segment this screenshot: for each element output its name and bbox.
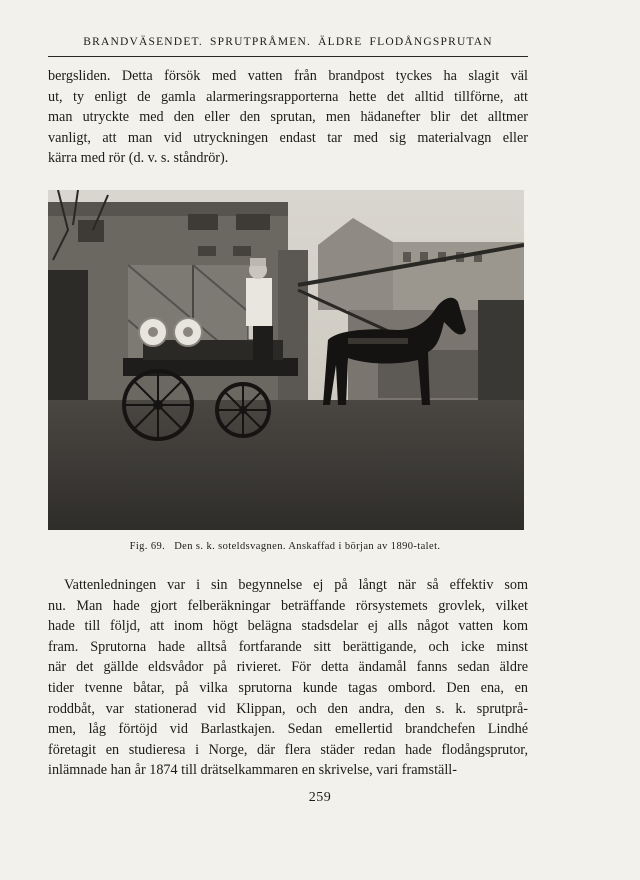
page-number: 259 xyxy=(308,790,332,805)
text-line: när det gällde eldsvådor på rivieret. För detta ändamål fanns sedan äldre xyxy=(48,659,528,676)
text-line: men, låg förtöjd vid Barlastkajen. Sedan emellertid brandchefen Lindhé xyxy=(48,721,528,738)
text-line: bergsliden. Detta försök med vatten från brandpost tyckes ha slagit väl xyxy=(48,68,528,84)
text-line: fram. Sprutorna hade alltså fortfarande sitt berättigande, och icke minst xyxy=(48,638,528,655)
figure-number: Fig. 69. xyxy=(129,541,166,552)
text-line: kärra med rör (d. v. s. ståndrör). xyxy=(48,150,229,167)
horse-drawn-fire-wagon-photo xyxy=(48,190,524,530)
text-line: roddbåt, var stationerad vid Klippan, och den andra, den s. k. sprutprå- xyxy=(48,700,528,717)
text-line: ut, ty enligt de gamla alarmeringsrapporterna hette det alltid tillförne, att xyxy=(48,88,528,105)
header-rule xyxy=(48,56,528,57)
text-line: hade till följd, att inom högt belägna stadsdelar ej alls något vatten kom xyxy=(48,618,528,635)
paragraph-1 xyxy=(48,66,528,169)
figure-photograph xyxy=(48,190,524,530)
paragraph-2 xyxy=(48,575,528,781)
text-line: Vattenledningen var i sin begynnelse ej på långt när så effektiv som xyxy=(64,577,528,593)
text-line: inlämnade han år 1874 till drätselkammaren en skrivelse, vari framställ- xyxy=(48,762,457,779)
text-line: vanligt, att man vid utryckningen endast tar med sig materialvagn eller xyxy=(48,129,528,146)
text-line: företagit en studieresa i Norge, där flera städer redan hade flodångsprutor, xyxy=(48,741,528,758)
figure-caption xyxy=(48,541,528,552)
text-line: tider tvenne båtar, på vilka sprutorna kunde tagas ombord. Den ena, en xyxy=(48,679,528,696)
text-line: man utryckte med den eller den sprutan, men hädanefter blir det alltmer xyxy=(48,109,528,126)
text-line: nu. Man hade gjort felberäkningar beträffande rörsystemets grovlek, vilket xyxy=(48,597,528,614)
running-header: BRANDVÄSENDET. SPRUTPRÅMEN. ÄLDRE FLODÅNGSPRUTAN xyxy=(83,36,493,48)
figure-caption-text: Den s. k. soteldsvagnen. Anskaffad i början av 1890-talet. xyxy=(174,541,441,552)
